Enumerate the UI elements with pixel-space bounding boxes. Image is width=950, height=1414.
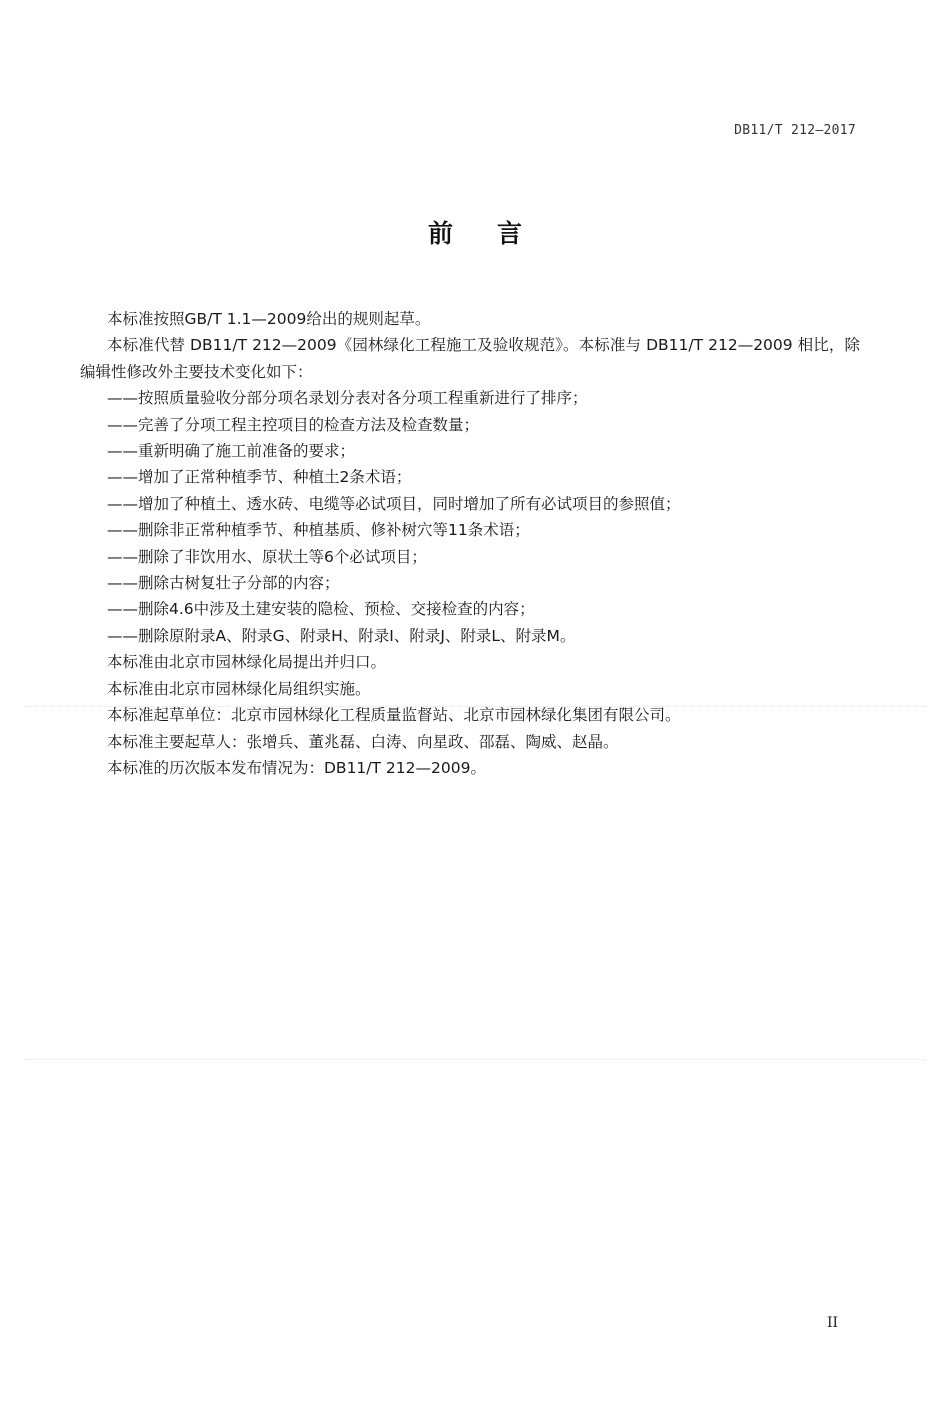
paragraph: 本标准由北京市园林绿化局组织实施。 [107, 679, 371, 698]
list-item: ——重新明确了施工前准备的要求； [107, 442, 356, 461]
paragraph: 本标准由北京市园林绿化局提出并归口。 [107, 653, 387, 672]
list-item: ——增加了种植土、透水砖、电缆等必试项目，同时增加了所有必试项目的参照值； [107, 494, 681, 513]
document-code: DB11/T 212—2017 [734, 123, 856, 138]
foreword-body [80, 306, 860, 781]
list-item: ——删除古树复壮子分部的内容； [107, 574, 340, 593]
paragraph: 本标准的历次版本发布情况为：DB11/T 212—2009。 [107, 758, 486, 777]
paragraph: 本标准起草单位：北京市园林绿化工程质量监督站、北京市园林绿化集团有限公司。 [107, 706, 681, 725]
list-item: ——增加了正常种植季节、种植土2条术语； [107, 468, 412, 487]
list-item: ——按照质量验收分部分项名录划分表对各分项工程重新进行了排序； [107, 389, 588, 408]
page-title: 前言 [427, 219, 566, 248]
list-item: ——删除原附录A、附录G、附录H、附录I、附录J、附录L、附录M。 [107, 626, 576, 645]
page-number: II [826, 1315, 838, 1331]
list-item: ——删除非正常种植季节、种植基质、修补树穴等11条术语； [107, 521, 530, 540]
paragraph: 本标准代替 DB11/T 212—2009《园林绿化工程施工及验收规范》。本标准与 DB11/T 212—2009 相比，除编辑性修改外主要技术变化如下： [80, 336, 860, 381]
paragraph: 本标准按照GB/T 1.1—2009给出的规则起草。 [107, 310, 431, 328]
faint-dotted-rule [24, 1059, 926, 1060]
list-item: ——删除了非饮用水、原状土等6个必试项目； [107, 547, 427, 566]
paragraph: 本标准主要起草人：张增兵、董兆磊、白涛、向星政、邵磊、陶威、赵晶。 [107, 732, 619, 751]
faint-dotted-rule [24, 706, 926, 707]
list-item: ——完善了分项工程主控项目的检查方法及检查数量； [107, 415, 480, 434]
list-item: ——删除4.6中涉及土建安装的隐检、预检、交接检查的内容； [107, 600, 535, 619]
